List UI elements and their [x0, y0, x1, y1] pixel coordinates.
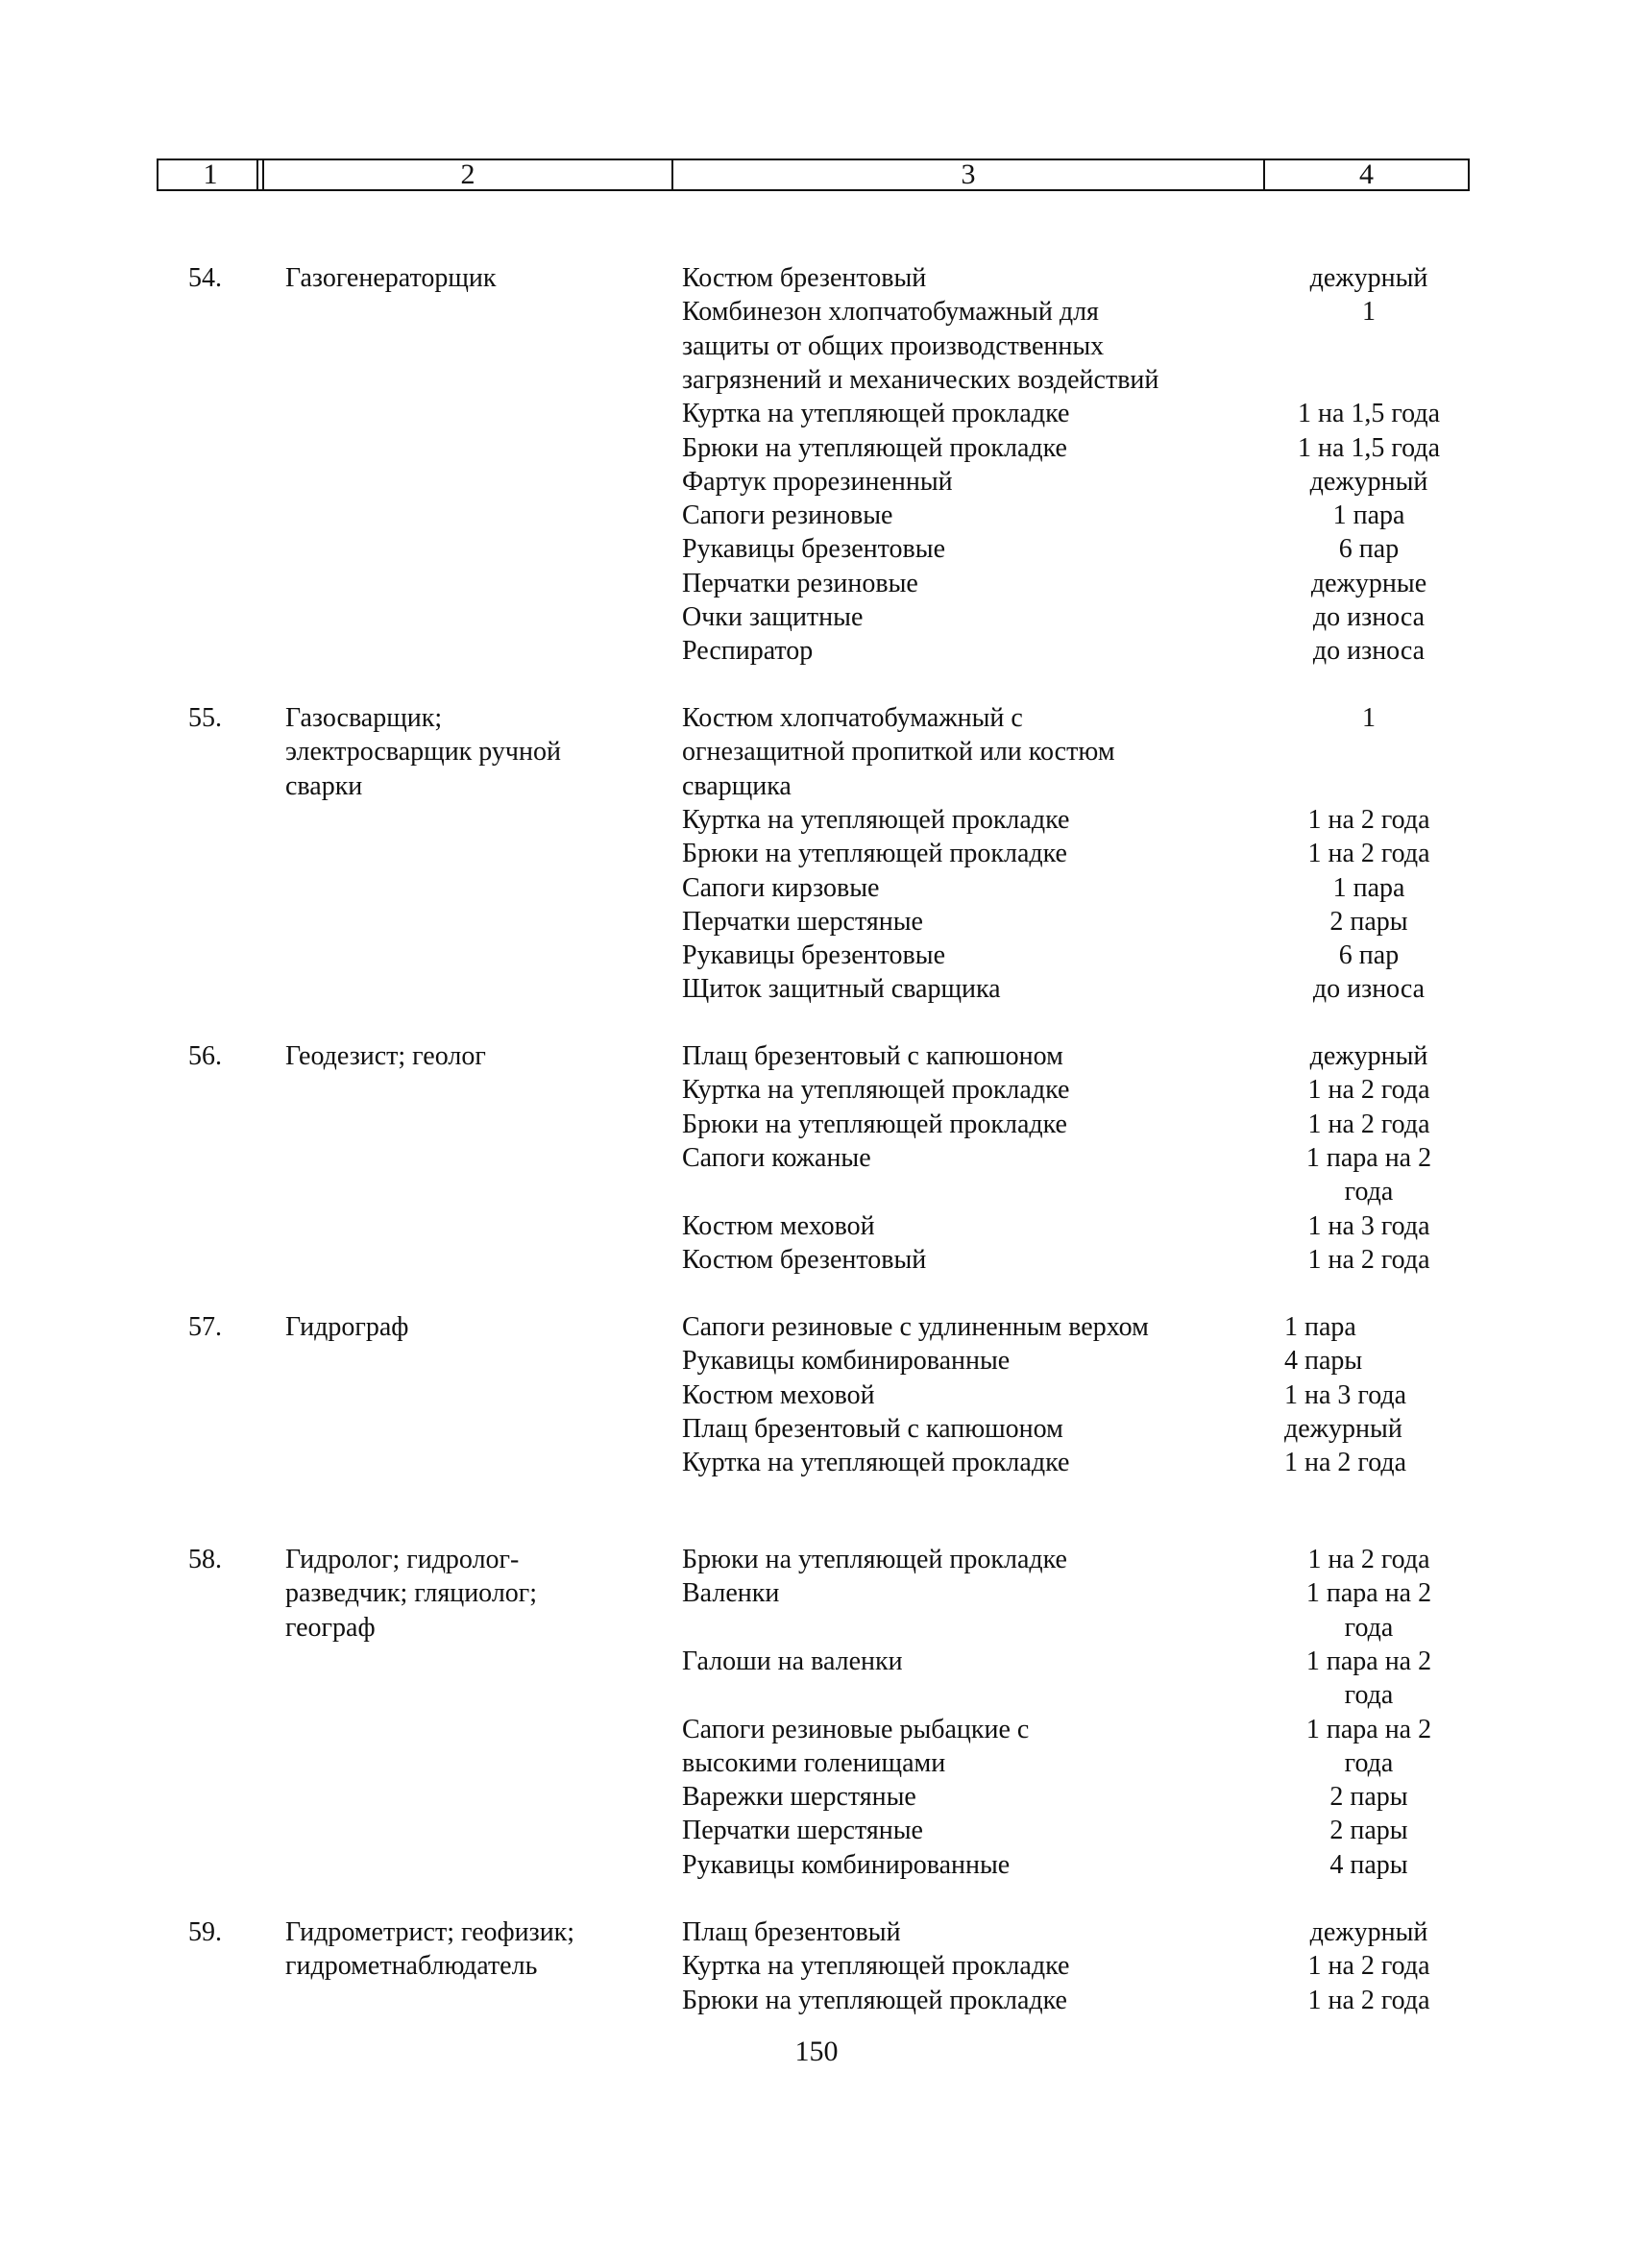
issue-norm: [1249, 567, 1489, 600]
clothing-item-line: Костюм брезентовый: [682, 1244, 927, 1275]
issue-norm: [1249, 701, 1489, 735]
issue-norm: [1249, 397, 1489, 430]
item-row: [0, 1344, 1633, 1378]
item-row: [0, 1141, 1633, 1209]
clothing-item: [682, 1073, 1220, 1107]
clothing-item-line: Брюки на утепляющей прокладке: [682, 1545, 1067, 1574]
issue-norm-line: 1: [1362, 703, 1376, 733]
clothing-item-line: Куртка на утепляющей прокладке: [682, 804, 1070, 835]
issue-norm-line: 1 на 2 года: [1307, 804, 1430, 835]
clothing-item-line: Щиток защитный сварщика: [682, 974, 1001, 1005]
column-header-1: 1: [157, 159, 264, 191]
clothing-item-line: Валенки: [682, 1578, 780, 1609]
issue-norm-line: до износа: [1312, 602, 1426, 632]
clothing-item-line: [682, 1611, 1220, 1645]
clothing-item: [682, 499, 1220, 532]
issue-norm-line: дежурный: [1284, 1413, 1402, 1444]
clothing-item: [682, 532, 1220, 566]
item-row: [0, 939, 1633, 972]
clothing-item-line: Сапоги кирзовые: [682, 872, 880, 903]
clothing-item-line: Куртка на утепляющей прокладке: [682, 399, 1070, 429]
item-row: [0, 1243, 1633, 1277]
issue-norm: [1249, 1073, 1489, 1107]
profession-line: разведчик; гляциолог;: [285, 1578, 538, 1609]
item-row: [0, 1039, 1633, 1073]
item-row: [0, 397, 1633, 430]
profession-line: географ: [285, 1612, 376, 1643]
profession-line: гидрометнаблюдатель: [285, 1951, 538, 1982]
issue-norm: [1249, 600, 1489, 634]
issue-norm-line: 1 пара на 2: [1305, 1142, 1432, 1173]
clothing-item: [682, 295, 1220, 397]
item-row: [0, 1209, 1633, 1243]
issue-norm-line: года: [1344, 1680, 1394, 1711]
item-row: [0, 1446, 1633, 1479]
item-row: [0, 803, 1633, 837]
issue-norm: [1249, 939, 1489, 972]
item-row: [0, 1848, 1633, 1882]
issue-norm-line: 1 пара на 2: [1305, 1578, 1432, 1609]
clothing-item-line: [682, 1175, 1220, 1208]
item-row: [0, 465, 1633, 499]
profession-line: Гидрометрист; геофизик;: [285, 1917, 575, 1947]
clothing-item-line: Респиратор: [682, 636, 814, 667]
issue-norm-line: 1 пара на 2: [1305, 1714, 1432, 1744]
issue-norm-line: 6 пар: [1338, 940, 1400, 971]
clothing-item: [682, 261, 1220, 295]
clothing-item: [682, 837, 1220, 870]
clothing-item-line: Перчатки резиновые: [682, 568, 918, 598]
clothing-item: [682, 939, 1220, 972]
entry-number: 56.: [188, 1041, 222, 1071]
clothing-item: [682, 1949, 1220, 1983]
issue-norm: [1284, 1310, 1524, 1344]
issue-norm: [1249, 499, 1489, 532]
issue-norm-line: 4 пары: [1329, 1849, 1408, 1880]
issue-norm-line: 4 пары: [1284, 1346, 1363, 1377]
clothing-item-line: Плащ брезентовый с капюшоном: [682, 1041, 1063, 1071]
clothing-item-line: Сапоги резиновые: [682, 500, 893, 531]
issue-norm: [1249, 1543, 1489, 1576]
issue-norm: [1284, 1378, 1524, 1412]
clothing-item-line: Рукавицы комбинированные: [682, 1849, 1011, 1880]
clothing-item: [682, 1645, 1220, 1713]
item-row: [0, 431, 1633, 465]
item-row: [0, 1949, 1633, 1983]
issue-norm: [1249, 1243, 1489, 1277]
clothing-item-line: Куртка на утепляющей прокладке: [682, 1075, 1070, 1106]
entry-number: 54.: [188, 263, 222, 293]
issue-norm-line: года: [1344, 1177, 1394, 1207]
clothing-item-line: Комбинезон хлопчатобумажный для: [682, 297, 1099, 328]
profession-line: Гидрограф: [285, 1312, 409, 1342]
clothing-item-line: загрязнений и механических воздействий: [682, 364, 1159, 395]
clothing-item-line: Брюки на утепляющей прокладке: [682, 1109, 1067, 1139]
clothing-item: [682, 1344, 1220, 1378]
clothing-item: [682, 1412, 1220, 1446]
issue-norm: [1249, 1645, 1489, 1713]
issue-norm-line: 1 пара на 2: [1305, 1646, 1432, 1676]
clothing-item-line: Рукавицы брезентовые: [682, 940, 945, 971]
clothing-item: [682, 1141, 1220, 1209]
item-row: [0, 1378, 1633, 1412]
clothing-item-line: Сапоги резиновые с удлиненным верхом: [682, 1312, 1149, 1342]
issue-norm-line: до износа: [1312, 974, 1426, 1005]
issue-norm: [1249, 1039, 1489, 1073]
clothing-item: [682, 871, 1220, 905]
issue-norm-line: года: [1344, 1612, 1394, 1643]
clothing-item: [682, 1209, 1220, 1243]
issue-norm-line: 2 пары: [1329, 1816, 1408, 1846]
item-row: [0, 1645, 1633, 1713]
clothing-item-line: высокими голенищами: [682, 1747, 946, 1778]
clothing-item: [682, 634, 1220, 668]
issue-norm: [1249, 1949, 1489, 1983]
entry-number: 55.: [188, 703, 222, 733]
clothing-item-line: Костюм меховой: [682, 1210, 875, 1241]
column-header-4: 4: [1265, 159, 1470, 191]
issue-norm-line: 1 на 2 года: [1307, 839, 1430, 869]
clothing-item-line: Рукавицы комбинированные: [682, 1346, 1011, 1377]
issue-norm-line: 1 пара: [1332, 872, 1405, 903]
column-header-3: 3: [673, 159, 1265, 191]
clothing-item-line: защиты от общих производственных: [682, 330, 1105, 361]
item-row: [0, 1780, 1633, 1814]
profession-line: электросварщик ручной: [285, 737, 561, 768]
issue-norm-line: дежурный: [1309, 1917, 1428, 1947]
clothing-item: [682, 1984, 1220, 2017]
clothing-item: [682, 1915, 1220, 1949]
issue-norm: [1284, 1344, 1524, 1378]
clothing-item-line: Куртка на утепляющей прокладке: [682, 1448, 1070, 1478]
clothing-item-line: Перчатки шерстяные: [682, 1816, 923, 1846]
item-row: [0, 1543, 1633, 1576]
item-row: [0, 1984, 1633, 2017]
item-row: [0, 905, 1633, 939]
issue-norm: [1249, 532, 1489, 566]
issue-norm-line: дежурный: [1309, 1041, 1428, 1071]
issue-norm-line: 1 на 1,5 года: [1297, 399, 1441, 429]
issue-norm-line: 1 на 2 года: [1307, 1545, 1430, 1574]
item-row: [0, 837, 1633, 870]
issue-norm: [1249, 1713, 1489, 1781]
profession-line: Газогенераторщик: [285, 263, 497, 293]
clothing-item-line: Галоши на валенки: [682, 1646, 903, 1676]
item-row: [0, 871, 1633, 905]
clothing-item-line: Костюм хлопчатобумажный с: [682, 703, 1023, 733]
issue-norm: [1249, 1915, 1489, 1949]
item-row: [0, 701, 1633, 803]
issue-norm: [1249, 465, 1489, 499]
issue-norm: [1249, 1141, 1489, 1209]
entry-number: 57.: [188, 1312, 222, 1342]
clothing-item: [682, 1780, 1220, 1814]
issue-norm: [1249, 871, 1489, 905]
clothing-item-line: Варежки шерстяные: [682, 1782, 916, 1813]
clothing-item: [682, 905, 1220, 939]
profession-line: сварки: [285, 770, 363, 801]
issue-norm-line: 1 на 2 года: [1307, 1951, 1430, 1982]
item-row: [0, 1108, 1633, 1141]
item-row: [0, 567, 1633, 600]
item-row: [0, 634, 1633, 668]
profession-line: Геодезист; геолог: [285, 1041, 486, 1071]
issue-norm: [1249, 295, 1489, 329]
item-row: [0, 1412, 1633, 1446]
issue-norm: [1249, 431, 1489, 465]
clothing-item-line: Куртка на утепляющей прокладке: [682, 1951, 1070, 1982]
item-row: [0, 261, 1633, 295]
issue-norm: [1249, 1984, 1489, 2017]
issue-norm-line: 1 на 2 года: [1307, 1244, 1430, 1275]
clothing-item: [682, 600, 1220, 634]
item-row: [0, 1814, 1633, 1847]
clothing-item: [682, 1378, 1220, 1412]
issue-norm-line: 2 пары: [1329, 906, 1408, 937]
clothing-item-line: Рукавицы брезентовые: [682, 534, 945, 565]
issue-norm-line: 1: [1362, 297, 1376, 328]
issue-norm: [1249, 905, 1489, 939]
clothing-item: [682, 972, 1220, 1006]
clothing-item-line: Брюки на утепляющей прокладке: [682, 839, 1067, 869]
clothing-item: [682, 397, 1220, 430]
issue-norm-line: 1 на 2 года: [1284, 1448, 1407, 1478]
issue-norm-line: 1 на 1,5 года: [1297, 432, 1441, 463]
item-row: [0, 1073, 1633, 1107]
clothing-item: [682, 1713, 1220, 1781]
entry-number: 59.: [188, 1917, 222, 1947]
clothing-item-line: [682, 1678, 1220, 1712]
clothing-item-line: Брюки на утепляющей прокладке: [682, 432, 1067, 463]
issue-norm-line: дежурные: [1310, 568, 1427, 598]
issue-norm: [1249, 1814, 1489, 1847]
issue-norm: [1249, 972, 1489, 1006]
clothing-item-line: Перчатки шерстяные: [682, 906, 923, 937]
column-header-2: 2: [264, 159, 673, 191]
clothing-item-line: Плащ брезентовый с капюшоном: [682, 1413, 1063, 1444]
issue-norm-line: 1 на 3 года: [1307, 1210, 1430, 1241]
issue-norm: [1249, 1108, 1489, 1141]
clothing-item: [682, 1543, 1220, 1576]
item-row: [0, 1915, 1633, 1949]
item-row: [0, 1310, 1633, 1344]
clothing-item: [682, 1310, 1220, 1344]
clothing-item-line: Сапоги резиновые рыбацкие с: [682, 1714, 1030, 1744]
issue-norm: [1249, 261, 1489, 295]
issue-norm-line: 6 пар: [1338, 534, 1400, 565]
clothing-item: [682, 1814, 1220, 1847]
clothing-item-line: сварщика: [682, 770, 792, 801]
clothing-item: [682, 567, 1220, 600]
clothing-item-line: Костюм меховой: [682, 1379, 875, 1410]
clothing-item: [682, 1446, 1220, 1479]
issue-norm: [1249, 837, 1489, 870]
issue-norm-line: 1 на 2 года: [1307, 1985, 1430, 2015]
profession-line: Газосварщик;: [285, 703, 443, 733]
item-row: [0, 532, 1633, 566]
clothing-item-line: Очки защитные: [682, 602, 864, 632]
clothing-item: [682, 465, 1220, 499]
issue-norm: [1284, 1412, 1524, 1446]
clothing-item: [682, 1108, 1220, 1141]
clothing-item-line: Костюм брезентовый: [682, 263, 927, 293]
clothing-item: [682, 1039, 1220, 1073]
clothing-item-line: Сапоги кожаные: [682, 1142, 871, 1173]
issue-norm-line: 2 пары: [1329, 1782, 1408, 1813]
item-row: [0, 1713, 1633, 1781]
clothing-item: [682, 1243, 1220, 1277]
clothing-item-line: Фартук прорезиненный: [682, 466, 953, 497]
page-number: 150: [794, 2036, 839, 2067]
issue-norm-line: года: [1344, 1747, 1394, 1778]
issue-norm: [1249, 634, 1489, 668]
issue-norm-line: до износа: [1312, 636, 1426, 667]
profession-line: Гидролог; гидролог-: [285, 1545, 520, 1574]
clothing-item: [682, 1576, 1220, 1645]
item-row: [0, 1576, 1633, 1645]
issue-norm: [1249, 1780, 1489, 1814]
issue-norm-line: дежурный: [1309, 263, 1428, 293]
issue-norm-line: 1 пара: [1284, 1312, 1356, 1342]
clothing-item: [682, 431, 1220, 465]
issue-norm: [1249, 1209, 1489, 1243]
clothing-item-line: огнезащитной пропиткой или костюм: [682, 737, 1115, 768]
issue-norm: [1249, 1576, 1489, 1645]
issue-norm: [1249, 803, 1489, 837]
clothing-item-line: Брюки на утепляющей прокладке: [682, 1985, 1067, 2015]
issue-norm-line: 1 на 2 года: [1307, 1109, 1430, 1139]
issue-norm-line: дежурный: [1309, 466, 1428, 497]
item-row: [0, 972, 1633, 1006]
issue-norm-line: 1 на 3 года: [1284, 1379, 1407, 1410]
issue-norm-line: 1 на 2 года: [1307, 1075, 1430, 1106]
entry-number: 58.: [188, 1545, 222, 1574]
item-row: [0, 499, 1633, 532]
clothing-item: [682, 701, 1220, 803]
issue-norm-line: 1 пара: [1332, 500, 1405, 531]
clothing-item: [682, 803, 1220, 837]
item-row: [0, 600, 1633, 634]
issue-norm: [1249, 1848, 1489, 1882]
clothing-item-line: Плащ брезентовый: [682, 1917, 901, 1947]
issue-norm: [1284, 1446, 1524, 1479]
clothing-item: [682, 1848, 1220, 1882]
item-row: [0, 295, 1633, 397]
